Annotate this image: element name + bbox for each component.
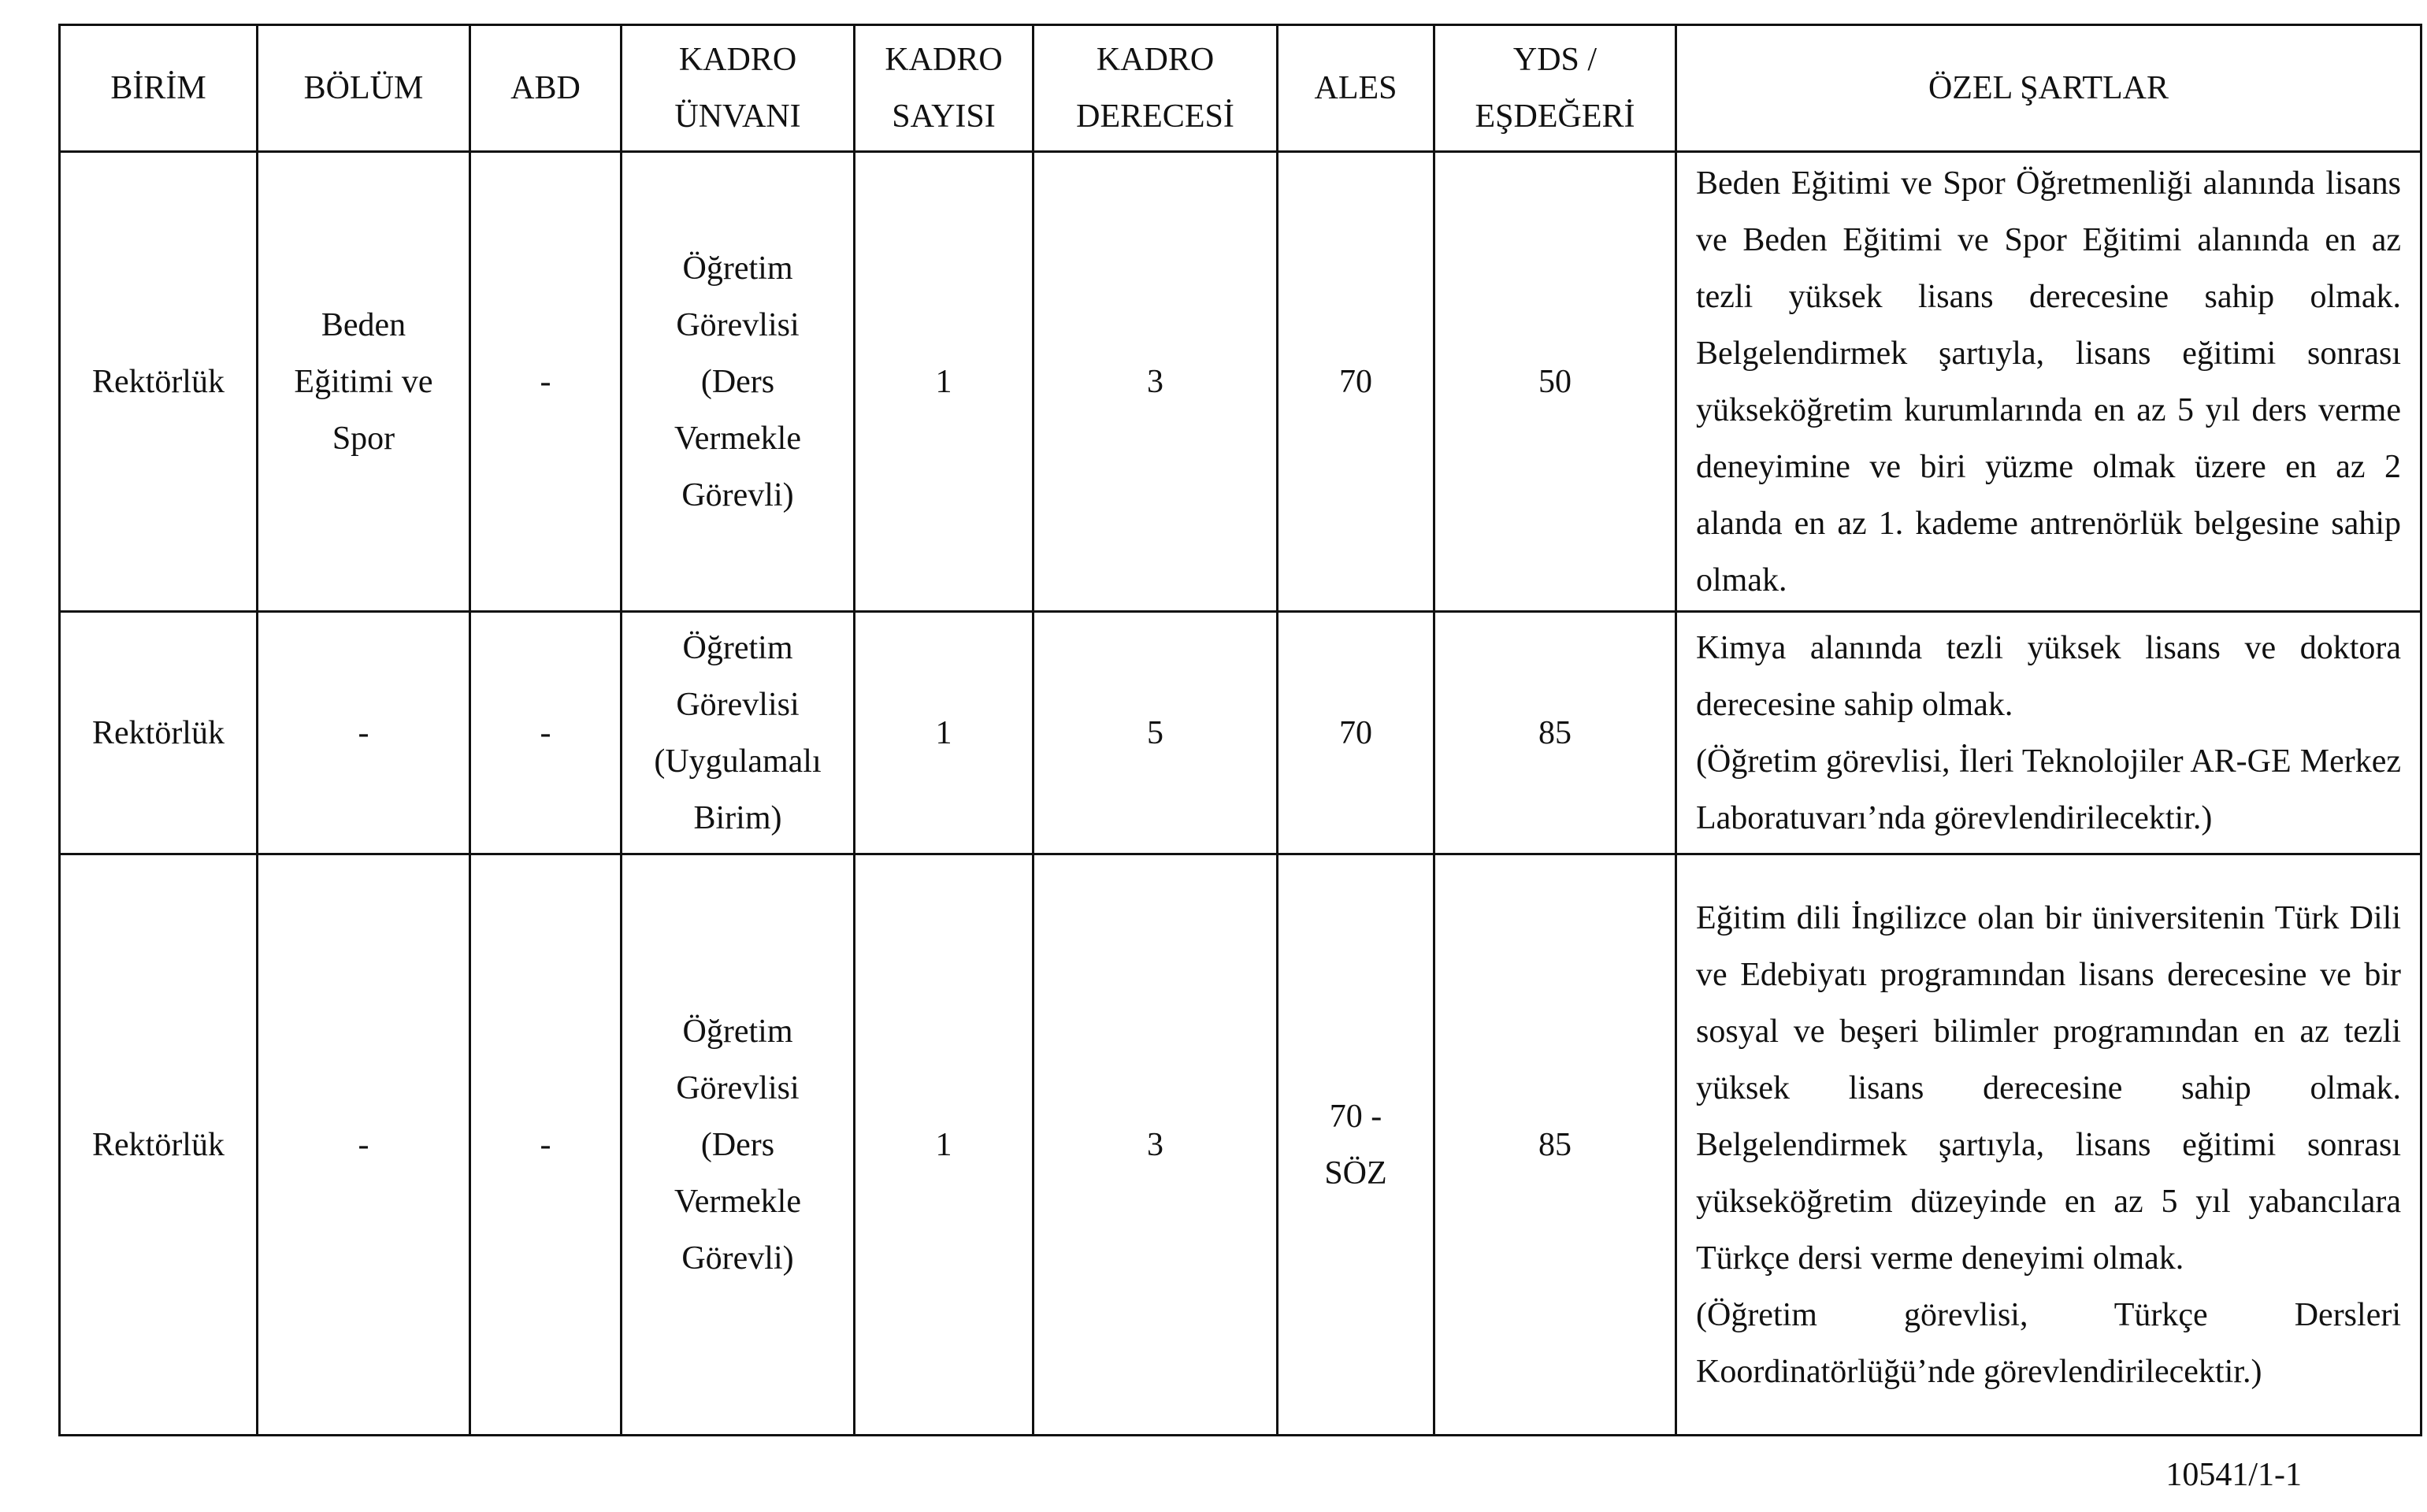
- cell-kadro-unvani-line: Görevli): [681, 476, 794, 513]
- table-body: [60, 152, 2421, 1436]
- header-birim: BİRİM: [60, 25, 258, 152]
- header-abd: ABD: [470, 25, 622, 152]
- cell-kadro-unvani-line: Görevli): [681, 1240, 794, 1277]
- special-conditions-text: Eğitim dili İngilizce olan bir üniversitenin Türk Dili ve Edebiyatı programından lisans derecesine ve bir sosyal ve beşeri bilimler programından en az tezli yüksek lisans derecesine sahip olmak. Belgelendirmek şartıyla, lisans eğitimi sonrası yükseköğretim düzeyinde en az 5 yıl yabancılara Türkçe dersi verme deneyimi olmak.: [1696, 899, 2401, 1277]
- cell-kadro-unvani-line: Öğretim: [682, 250, 793, 287]
- table-row: [60, 612, 2421, 854]
- cell-kadro-unvani-line: Görevlisi: [676, 306, 800, 343]
- cell-kadro-unvani-line: Birim): [693, 799, 782, 836]
- header-ozel-sartlar: ÖZEL ŞARTLAR: [1676, 25, 2421, 152]
- cell-ozel-sartlar: [1676, 854, 2421, 1436]
- cell-ales-line: 70 -: [1329, 1098, 1382, 1135]
- table-row: [60, 152, 2421, 612]
- cell-ales: [1278, 612, 1434, 854]
- cell-kadro-unvani-line: Vermekle: [674, 420, 801, 457]
- cell-yds: 50: [1434, 152, 1676, 612]
- special-conditions-note: (Öğretim görevlisi, Türkçe Dersleri Koordinatörlüğü’nde görevlendirilecektir.): [1696, 1296, 2401, 1390]
- cell-kadro-unvani-line: (Uygulamalı: [654, 743, 822, 780]
- cell-yds: 85: [1434, 854, 1676, 1436]
- cell-bolum-line: Spor: [332, 420, 395, 457]
- cell-kadro-unvani: [622, 152, 855, 612]
- cell-kadro-sayisi: 1: [855, 612, 1034, 854]
- cell-kadro-unvani-line: Öğretim: [682, 1013, 793, 1050]
- cell-kadro-derecesi: 3: [1034, 854, 1278, 1436]
- cell-abd: -: [470, 854, 622, 1436]
- header-yds: YDS / EŞDEĞERİ: [1434, 25, 1676, 152]
- header-row: [60, 25, 2421, 152]
- cell-ales-line: SÖZ: [1324, 1154, 1387, 1191]
- cell-ozel-sartlar: [1676, 152, 2421, 612]
- document-number: 10541/1-1: [2165, 1457, 2302, 1493]
- positions-table: [58, 24, 2422, 1436]
- cell-ales: [1278, 854, 1434, 1436]
- cell-abd: -: [470, 612, 622, 854]
- cell-kadro-unvani-line: (Ders: [700, 1126, 775, 1163]
- cell-kadro-sayisi: 1: [855, 152, 1034, 612]
- table-row: [60, 854, 2421, 1436]
- cell-kadro-unvani: [622, 854, 855, 1436]
- header-kadro-derecesi: KADRO DERECESİ: [1034, 25, 1278, 152]
- cell-kadro-unvani: [622, 612, 855, 854]
- header-kadro-sayisi: KADRO SAYISI: [855, 25, 1034, 152]
- cell-ales-line: 70: [1339, 714, 1372, 751]
- header-ales: ALES: [1278, 25, 1434, 152]
- special-conditions-text: Beden Eğitimi ve Spor Öğretmenliği alanında lisans ve Beden Eğitimi ve Spor Eğitimi alanında en az tezli yüksek lisans derecesine sahip olmak. Belgelendirmek şartıyla, lisans eğitimi sonrası yükseköğretim kurumlarında en az 5 yıl ders verme deneyimine ve biri yüzme olmak üzere en az 2 alanda en az 1. kademe antrenörlük belgesine sahip olmak.: [1696, 165, 2401, 598]
- special-conditions-note: (Öğretim görevlisi, İleri Teknolojiler AR-GE Merkez Laboratuvarı’nda görevlendirilecektir.): [1696, 743, 2401, 836]
- cell-birim: Rektörlük: [60, 612, 258, 854]
- cell-kadro-derecesi: 5: [1034, 612, 1278, 854]
- cell-ozel-sartlar: [1676, 612, 2421, 854]
- cell-ales: [1278, 152, 1434, 612]
- cell-bolum: [258, 612, 470, 854]
- cell-kadro-sayisi: 1: [855, 854, 1034, 1436]
- cell-bolum-line: -: [358, 714, 369, 751]
- cell-abd: -: [470, 152, 622, 612]
- cell-bolum-line: -: [358, 1126, 369, 1163]
- header-bolum: BÖLÜM: [258, 25, 470, 152]
- cell-kadro-unvani-line: Görevlisi: [676, 686, 800, 723]
- cell-bolum-line: Eğitimi ve: [294, 363, 433, 400]
- cell-ales-line: 70: [1339, 363, 1372, 400]
- cell-bolum: [258, 152, 470, 612]
- cell-kadro-unvani-line: Görevlisi: [676, 1069, 800, 1106]
- cell-kadro-unvani-line: Öğretim: [682, 629, 793, 666]
- cell-birim: Rektörlük: [60, 152, 258, 612]
- special-conditions-text: Kimya alanında tezli yüksek lisans ve doktora derecesine sahip olmak.: [1696, 629, 2401, 723]
- cell-kadro-unvani-line: Vermekle: [674, 1183, 801, 1220]
- header-kadro-unvani: KADRO ÜNVANI: [622, 25, 855, 152]
- cell-yds: 85: [1434, 612, 1676, 854]
- cell-bolum: [258, 854, 470, 1436]
- cell-bolum-line: Beden: [321, 306, 406, 343]
- cell-kadro-unvani-line: (Ders: [700, 363, 775, 400]
- cell-kadro-derecesi: 3: [1034, 152, 1278, 612]
- cell-birim: Rektörlük: [60, 854, 258, 1436]
